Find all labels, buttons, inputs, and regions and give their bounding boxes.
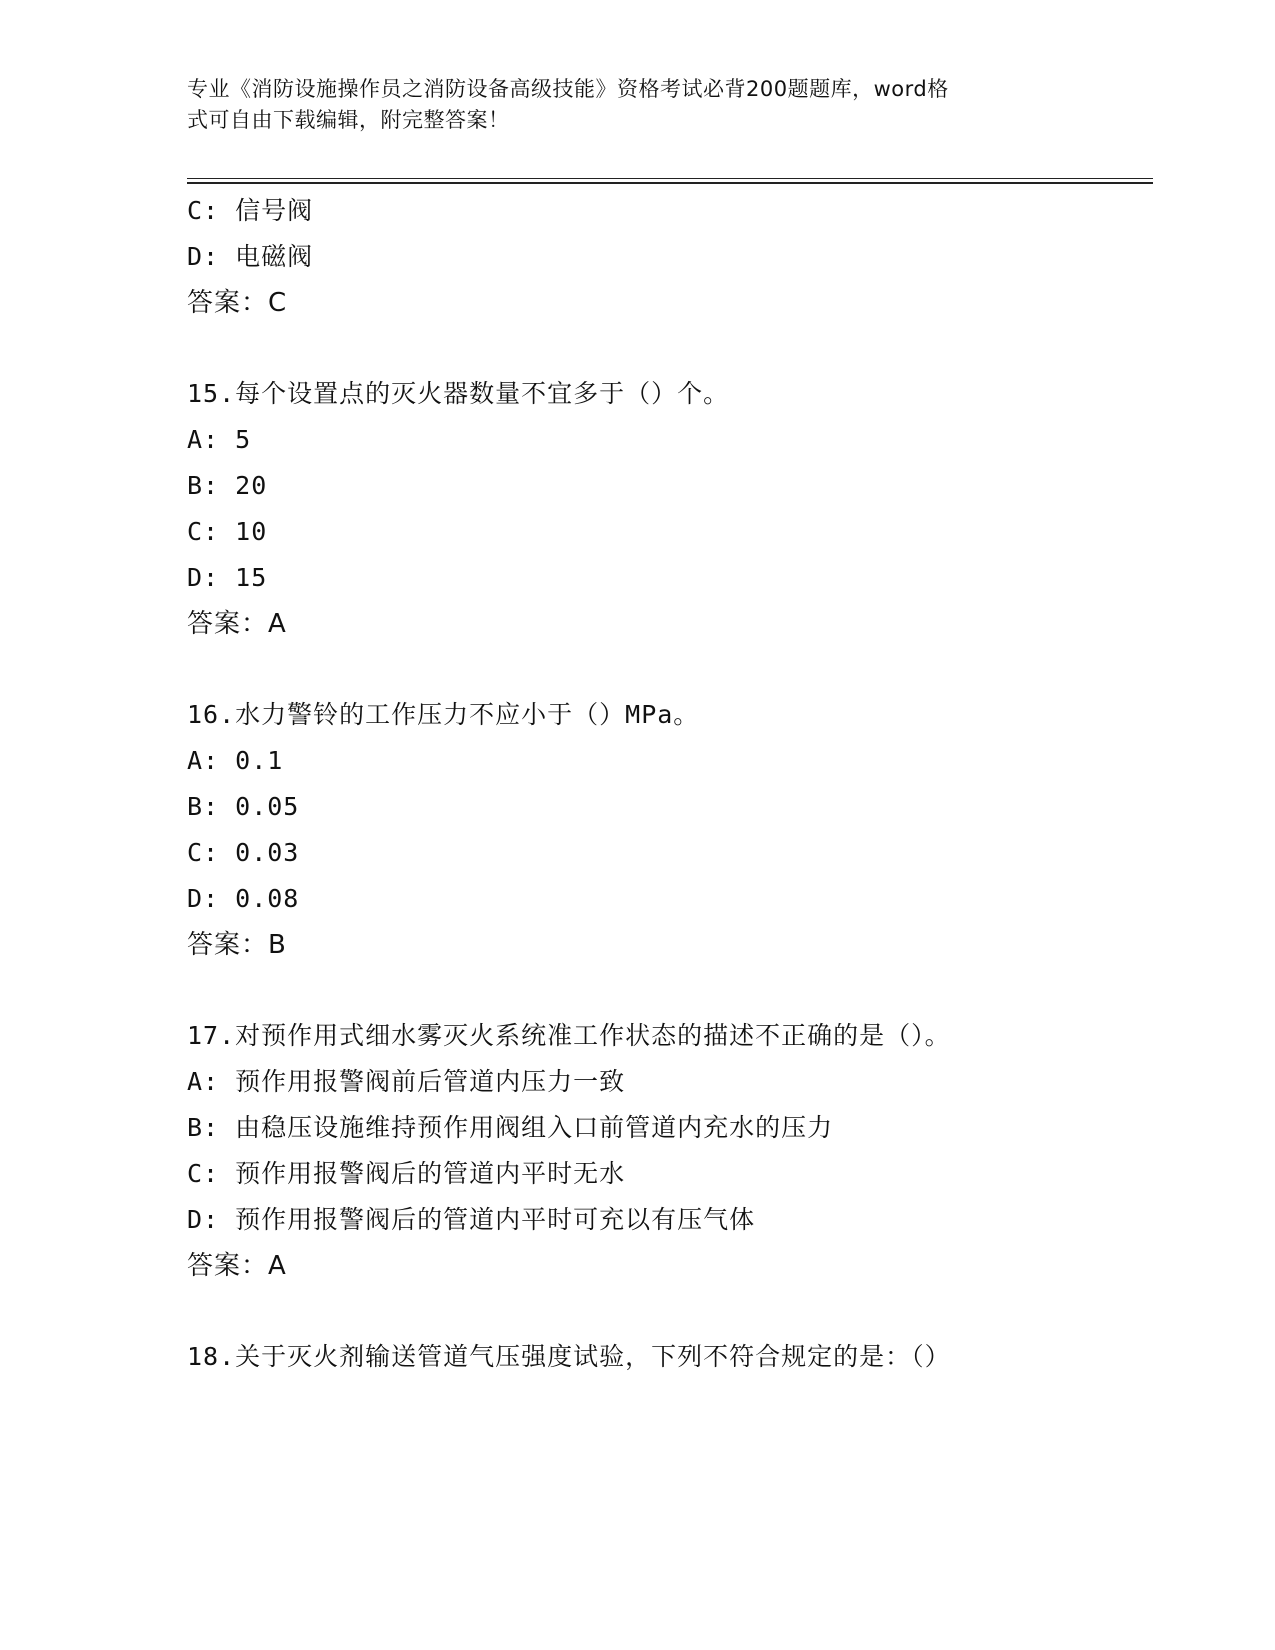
question-18 <box>187 1334 1153 1380</box>
option-c: C: 10 <box>187 517 268 546</box>
question-stem: 15.每个设置点的灭火器数量不宜多于（）个。 <box>187 379 730 408</box>
option-c: C: 预作用报警阀后的管道内平时无水 <box>187 1159 626 1188</box>
spacer <box>187 968 1153 1013</box>
option-c: C: 0.03 <box>187 838 300 867</box>
question-15 <box>187 371 1153 647</box>
option-a: A: 0.1 <box>187 746 284 775</box>
question-list <box>187 188 1153 1380</box>
answer-line: 答案：A <box>187 1251 287 1281</box>
spacer <box>187 647 1153 692</box>
question-stem: 16.水力警铃的工作压力不应小于（）MPa。 <box>187 700 700 729</box>
question-stem: 17.对预作用式细水雾灭火系统准工作状态的描述不正确的是（）。 <box>187 1021 951 1050</box>
option-a: A: 预作用报警阀前后管道内压力一致 <box>187 1067 626 1096</box>
question-16 <box>187 692 1153 968</box>
option-b: B: 20 <box>187 471 268 500</box>
option-b: B: 由稳压设施维持预作用阀组入口前管道内充水的压力 <box>187 1113 834 1142</box>
question-17 <box>187 1013 1153 1289</box>
spacer <box>187 326 1153 371</box>
answer-line: 答案：C <box>187 288 288 318</box>
header-line-1: 专业《消防设施操作员之消防设备高级技能》资格考试必背200题题库，word格 <box>187 77 949 101</box>
option-d: D: 预作用报警阀后的管道内平时可充以有压气体 <box>187 1205 756 1234</box>
header-divider-thin <box>187 178 1153 179</box>
option-b: B: 0.05 <box>187 792 300 821</box>
answer-line: 答案：A <box>187 609 287 639</box>
option-d: D: 15 <box>187 563 268 592</box>
question-stem: 18.关于灭火剂输送管道气压强度试验，下列不符合规定的是：（） <box>187 1342 951 1371</box>
option-d: D: 电磁阀 <box>187 242 314 271</box>
answer-line: 答案：B <box>187 930 287 960</box>
option-c: C: 信号阀 <box>187 196 314 225</box>
header-divider-thick <box>187 182 1153 184</box>
question-14-tail <box>187 188 1153 326</box>
spacer <box>187 1289 1153 1334</box>
option-a: A: 5 <box>187 425 252 454</box>
document-header <box>187 74 1067 136</box>
option-d: D: 0.08 <box>187 884 300 913</box>
header-line-2: 式可自由下载编辑，附完整答案！ <box>187 108 510 132</box>
